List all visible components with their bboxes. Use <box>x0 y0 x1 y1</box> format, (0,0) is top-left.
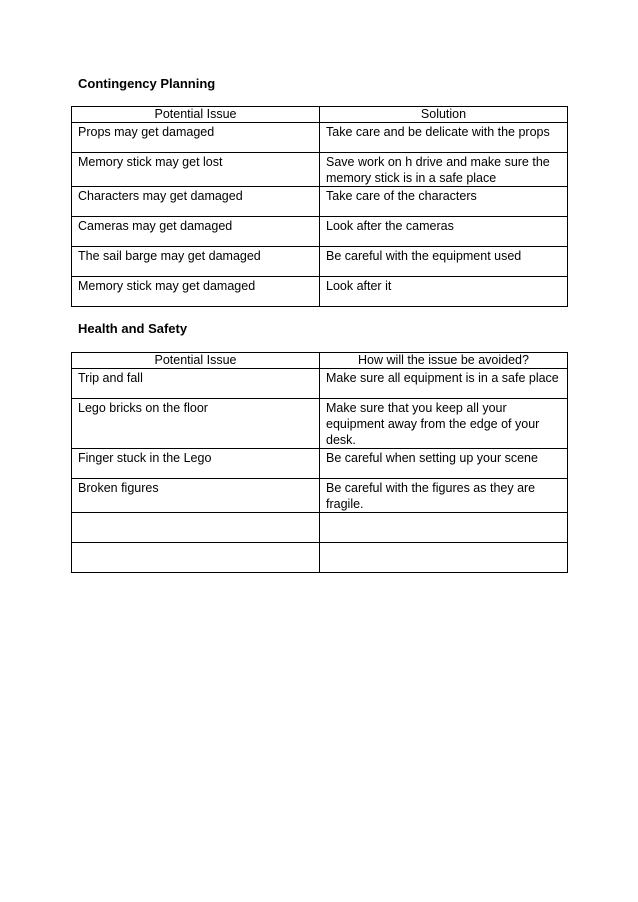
table-header-row <box>72 107 568 123</box>
table-row <box>72 187 568 217</box>
avoidance-cell: Be careful with the figures as they are fragile. <box>320 479 568 513</box>
solution-cell: Look after it <box>320 277 568 307</box>
table-row <box>72 543 568 573</box>
column-header-potential-issue: Potential Issue <box>72 107 320 123</box>
table-row <box>72 277 568 307</box>
solution-cell: Take care and be delicate with the props <box>320 123 568 153</box>
solution-cell: Take care of the characters <box>320 187 568 217</box>
issue-cell: Memory stick may get damaged <box>72 277 320 307</box>
solution-cell: Look after the cameras <box>320 217 568 247</box>
table-row <box>72 479 568 513</box>
issue-cell: Characters may get damaged <box>72 187 320 217</box>
table-row <box>72 123 568 153</box>
table-row <box>72 217 568 247</box>
avoidance-cell <box>320 513 568 543</box>
avoidance-cell <box>320 543 568 573</box>
issue-cell: Broken figures <box>72 479 320 513</box>
issue-cell: Trip and fall <box>72 369 320 399</box>
column-header-potential-issue: Potential Issue <box>72 353 320 369</box>
solution-cell: Save work on h drive and make sure the memory stick is in a safe place <box>320 153 568 187</box>
column-header-solution: Solution <box>320 107 568 123</box>
table-row <box>72 369 568 399</box>
contingency-planning-heading: Contingency Planning <box>78 76 216 91</box>
issue-cell: Finger stuck in the Lego <box>72 449 320 479</box>
table-header-row <box>72 353 568 369</box>
avoidance-cell: Make sure that you keep all your equipment away from the edge of your desk. <box>320 399 568 449</box>
issue-cell: Cameras may get damaged <box>72 217 320 247</box>
issue-cell: Lego bricks on the floor <box>72 399 320 449</box>
table-row <box>72 153 568 187</box>
issue-cell: The sail barge may get damaged <box>72 247 320 277</box>
health-and-safety-table <box>71 352 568 573</box>
health-and-safety-heading: Health and Safety <box>78 321 188 336</box>
solution-cell: Be careful with the equipment used <box>320 247 568 277</box>
column-header-avoidance: How will the issue be avoided? <box>320 353 568 369</box>
table-row <box>72 449 568 479</box>
avoidance-cell: Be careful when setting up your scene <box>320 449 568 479</box>
issue-cell: Props may get damaged <box>72 123 320 153</box>
avoidance-cell: Make sure all equipment is in a safe place <box>320 369 568 399</box>
table-row <box>72 247 568 277</box>
issue-cell: Memory stick may get lost <box>72 153 320 187</box>
issue-cell <box>72 513 320 543</box>
issue-cell <box>72 543 320 573</box>
table-row <box>72 399 568 449</box>
contingency-table <box>71 106 568 307</box>
table-row <box>72 513 568 543</box>
